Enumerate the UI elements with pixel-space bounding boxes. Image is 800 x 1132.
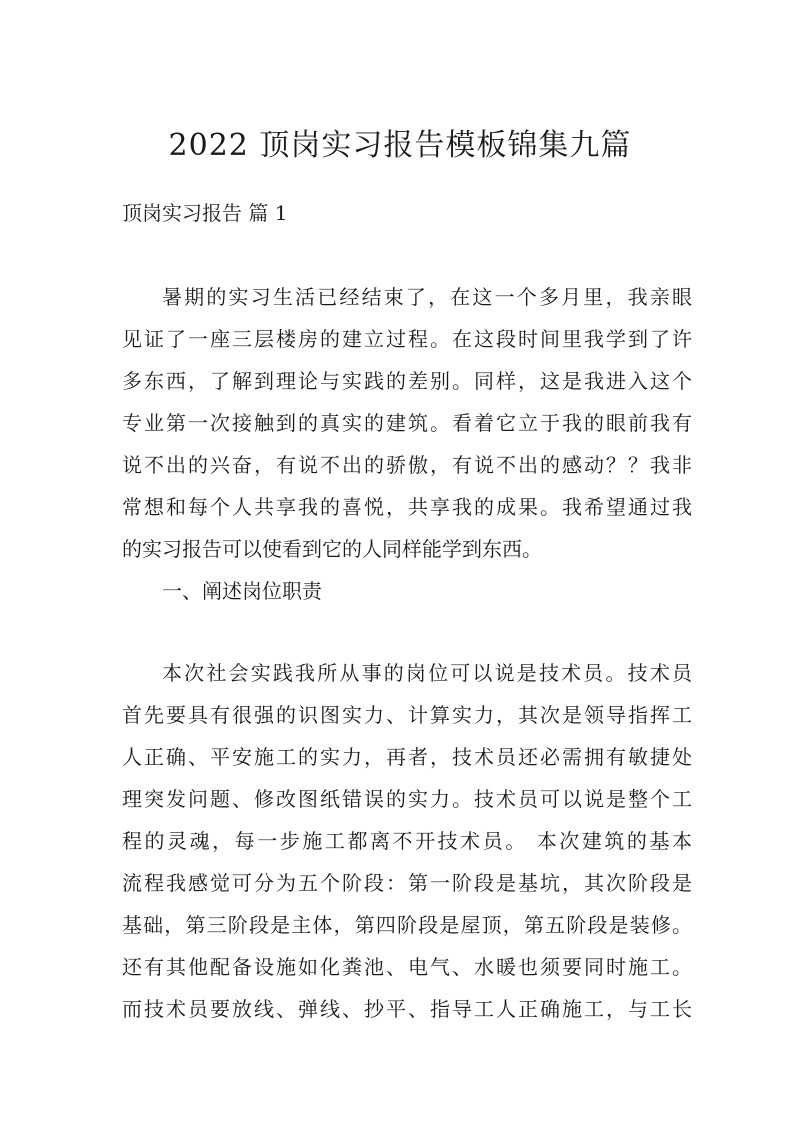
paragraph-line: 常想和每个人共享我的喜悦，共享我的成果。我希望通过我 xyxy=(122,495,692,519)
paragraph-line: 还有其他配备设施如化粪池、电气、水暖也须要同时施工。 xyxy=(122,955,692,979)
subheading-text: 一、阐述岗位职责 xyxy=(162,579,322,603)
paragraph-line: 人正确、平安施工的实力，再者，技术员还必需拥有敏捷处 xyxy=(122,745,692,769)
paragraph-2 xyxy=(122,652,692,1030)
paragraph-line: 程的灵魂，每一步施工都离不开技术员。 本次建筑的基本 xyxy=(122,829,692,853)
paragraph-line: 多东西，了解到理论与实践的差别。同样，这是我进入这个 xyxy=(122,369,692,393)
paragraph-line: 基础，第三阶段是主体，第四阶段是屋顶，第五阶段是装修。 xyxy=(122,913,692,937)
paragraph-line: 理突发问题、修改图纸错误的实力。技术员可以说是整个工 xyxy=(122,787,692,811)
subheading-duties xyxy=(162,570,322,612)
paragraph-line: 而技术员要放线、弹线、抄平、指导工人正确施工，与工长 xyxy=(122,997,692,1021)
paragraph-line: 专业第一次接触到的真实的建筑。看着它立于我的眼前我有 xyxy=(122,411,692,435)
paragraph-line: 暑期的实习生活已经结束了，在这一个多月里，我亲眼 xyxy=(162,285,692,309)
paragraph-1 xyxy=(122,276,692,570)
paragraph-line: 流程我感觉可分为五个阶段：第一阶段是基坑，其次阶段是 xyxy=(122,871,692,895)
paragraph-line: 首先要具有很强的识图实力、计算实力，其次是领导指挥工 xyxy=(122,703,692,727)
paragraph-line: 的实习报告可以使看到它的人同样能学到东西。 xyxy=(122,537,542,561)
paragraph-line: 见证了一座三层楼房的建立过程。在这段时间里我学到了许 xyxy=(122,327,692,351)
paragraph-line: 本次社会实践我所从事的岗位可以说是技术员。技术员 xyxy=(162,661,692,685)
document-title: 2022 顶岗实习报告模板锦集九篇 xyxy=(168,128,632,163)
section-heading: 顶岗实习报告 篇 1 xyxy=(122,201,288,225)
paragraph-line: 说不出的兴奋，有说不出的骄傲，有说不出的感动？？我非 xyxy=(122,453,692,477)
